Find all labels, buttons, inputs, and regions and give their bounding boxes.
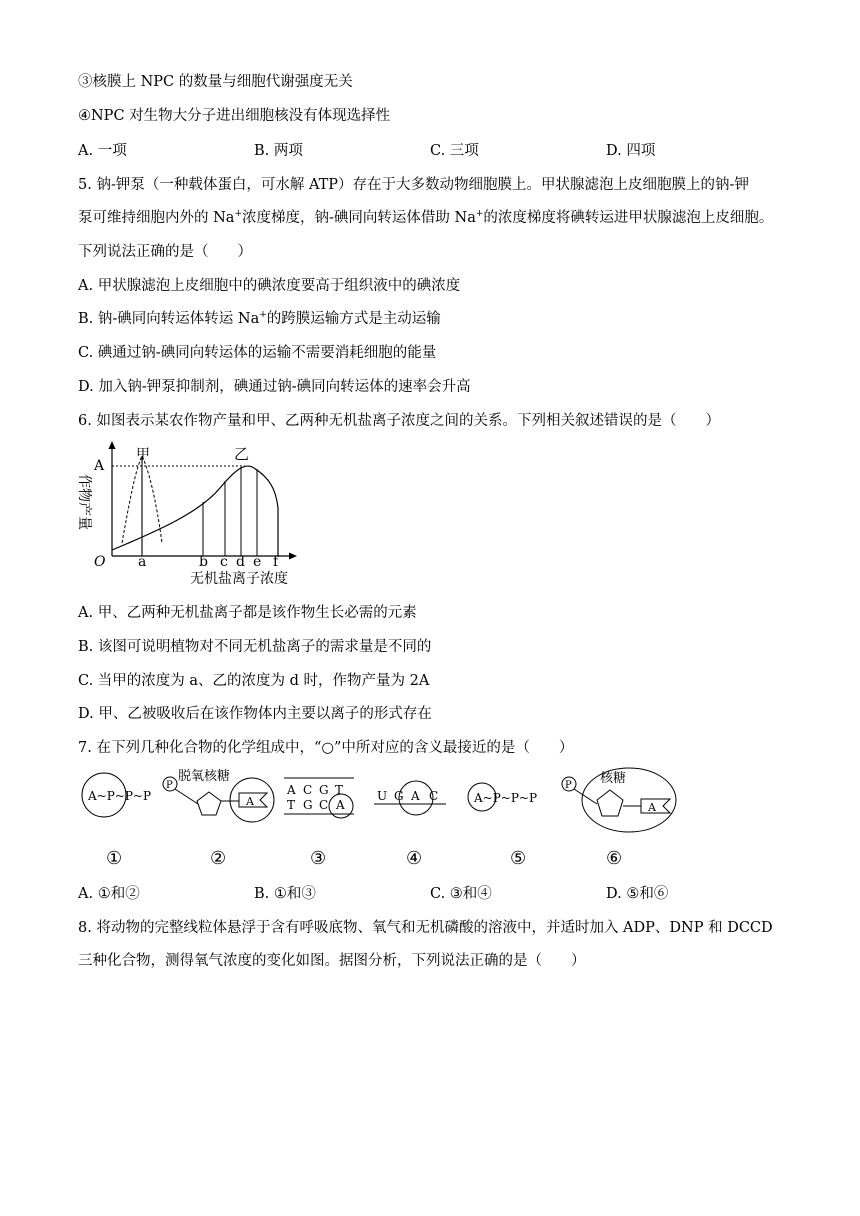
plus-superscript: + (259, 310, 267, 321)
q5-option-b-part2: 的跨膜运输方式是主动运输 (266, 311, 441, 327)
q6-stem: 6. 如图表示某农作物产量和甲、乙两种无机盐离子浓度之间的关系。下列相关叙述错误的是（ ） (78, 413, 720, 429)
q4-option-d: D. 四项 (606, 143, 656, 159)
fig6-label: 核糖 (600, 771, 627, 786)
fig-number-3: ③ (310, 848, 327, 869)
y-axis-label: 作物产量 (76, 474, 92, 530)
x-axis-label: 无机盐离子浓度 (190, 571, 288, 587)
fig3-top-base-1: A (287, 783, 296, 797)
origin-label: O (94, 554, 106, 570)
q6-option-d: D. 甲、乙被吸收后在该作物体内主要以离子的形式存在 (78, 706, 432, 722)
fig3-bottom-base-1: T (287, 798, 296, 812)
fig6-phosphate-p: P (565, 780, 572, 791)
q7-figure (74, 764, 694, 874)
fig3-top-base-2: C (303, 783, 313, 797)
label-max-A: A (94, 458, 105, 474)
q5-stem-line3: 下列说法正确的是（ ） (78, 244, 252, 260)
q5-option-a: A. 甲状腺滤泡上皮细胞中的碘浓度要高于组织液中的碘浓度 (78, 278, 461, 294)
q5-stem-line2-part3: 的浓度梯度将碘转运进甲状腺滤泡上皮细胞。 (483, 210, 774, 226)
fig6-base-a: A (648, 801, 656, 814)
plus-superscript: + (475, 209, 484, 220)
fig6-bond-1 (574, 789, 597, 804)
fig-number-5: ⑤ (510, 848, 527, 869)
tick-f: f (273, 554, 279, 570)
tick-e: e (253, 554, 262, 570)
fig3-bottom-base-3: C (319, 798, 329, 812)
q5-stem-line2 (78, 208, 773, 228)
q8-stem-line2: 三种化合物，测得氧气浓度的变化如图。据图分析，下列说法正确的是（ ） (78, 953, 586, 969)
q5-option-c: C. 碘通过钠-碘同向转运体的运输不需要消耗细胞的能量 (78, 345, 437, 361)
fig5-atp-text: A~P~P~P (474, 791, 538, 805)
q5-option-d: D. 加入钠-钾泵抑制剂，碘通过钠-碘同向转运体的速率会升高 (78, 379, 471, 395)
label-yi: 乙 (234, 445, 250, 463)
q5-option-b-part1: B. 钠-碘同向转运体转运 Na (78, 311, 260, 327)
q4-option-a: A. 一项 (78, 143, 127, 159)
fig3-top-base-3: G (319, 783, 329, 797)
q6-option-b: B. 该图可说明植物对不同无机盐离子的需求量是不同的 (78, 639, 432, 655)
fig6-ribose-pentagon (597, 790, 623, 816)
q4-option-c: C. 三项 (430, 143, 479, 159)
fig6-circle (582, 768, 676, 832)
yi-curve (112, 466, 278, 556)
fig4-base-2: G (394, 789, 404, 803)
fig3-bottom-base-4: A (336, 798, 345, 812)
fig2-bond-1 (175, 789, 198, 804)
x-axis-arrow (289, 553, 297, 560)
tick-a: a (138, 554, 147, 570)
q6-option-a: A. 甲、乙两种无机盐离子都是该作物生长必需的元素 (78, 605, 417, 621)
plus-superscript: + (234, 209, 242, 220)
q6-option-c: C. 当甲的浓度为 a、乙的浓度为 d 时，作物产量为 2A (78, 673, 430, 689)
q6-figure (70, 438, 320, 588)
fig-number-2: ② (210, 848, 227, 869)
q8-stem-line1: 8. 将动物的完整线粒体悬浮于含有呼吸底物、氧气和无机磷酸的溶液中，并适时加入 ADP、DNP 和 DCCD (78, 920, 773, 936)
fig1-atp-text: A~P~P~P (88, 789, 152, 803)
fig2-deoxyribose-pentagon (197, 792, 221, 815)
fig-number-4: ④ (406, 848, 423, 869)
q7-option-a: A. ①和② (78, 886, 140, 902)
q5-option-b (78, 309, 441, 329)
tick-b: b (199, 554, 208, 570)
q4-item3: ③核膜上 NPC 的数量与细胞代谢强度无关 (78, 74, 353, 90)
fig4-base-3: A (411, 789, 420, 803)
fig2-label: 脱氧核糖 (178, 769, 231, 784)
q7-stem: 7. 在下列几种化合物的化学组成中，“○”中所对应的含义最接近的是（ ） (78, 740, 574, 756)
fig-number-1: ① (106, 848, 123, 869)
fig2-phosphate-p: P (166, 780, 173, 791)
fig2-base-a: A (246, 795, 254, 808)
y-axis-arrow (109, 441, 116, 449)
q7-option-b: B. ①和③ (254, 886, 316, 902)
q5-stem-line1: 5. 钠-钾泵（一种载体蛋白，可水解 ATP）存在于大多数动物细胞膜上。甲状腺滤泡上皮细胞膜上的钠-钾 (78, 177, 749, 193)
q5-stem-line2-part2: 浓度梯度，钠-碘同向转运体借助 Na (242, 210, 476, 226)
tick-c: c (220, 554, 228, 570)
fig3-bottom-base-2: G (303, 798, 313, 812)
q5-stem-line2-part1: 泵可维持细胞内外的 Na (78, 210, 235, 226)
label-jia: 甲 (136, 447, 150, 463)
q7-option-c: C. ③和④ (430, 886, 492, 902)
q4-option-b: B. 两项 (254, 143, 303, 159)
fig-number-6: ⑥ (606, 848, 623, 869)
q7-option-d: D. ⑤和⑥ (606, 886, 669, 902)
q4-item4: ④NPC 对生物大分子进出细胞核没有体现选择性 (78, 108, 391, 124)
tick-d: d (236, 554, 245, 570)
fig3-top-base-4: T (335, 783, 344, 797)
fig4-base-1: U (377, 789, 388, 803)
fig4-base-4: C (429, 789, 439, 803)
